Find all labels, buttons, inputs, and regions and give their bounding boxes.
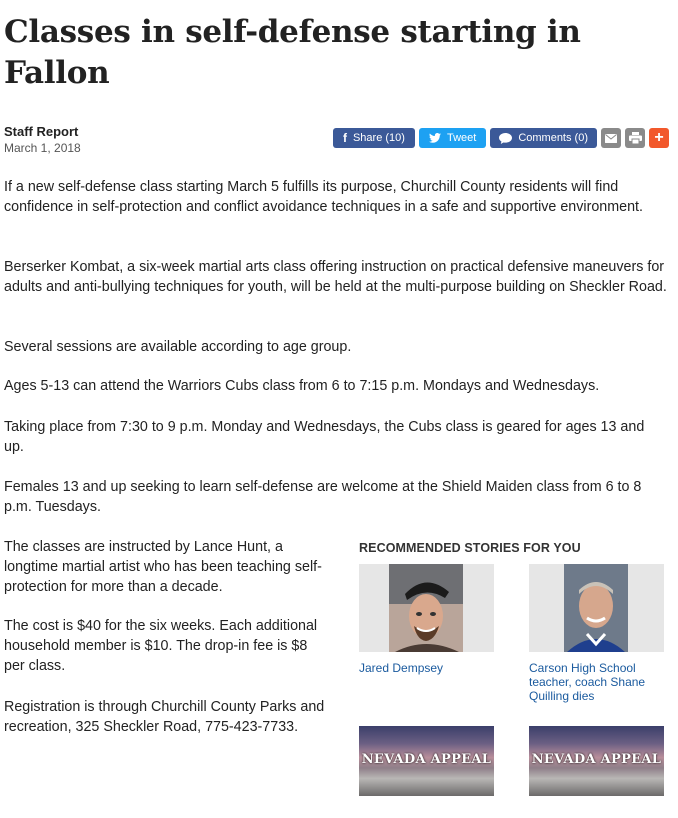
paragraph: Ages 5-13 can attend the Warriors Cubs class from 6 to 7:15 p.m. Mondays and Wednesdays. xyxy=(4,378,600,394)
facebook-icon: f xyxy=(342,131,347,145)
newspaper-logo: NEVADA APPEAL xyxy=(361,752,492,767)
print-button[interactable] xyxy=(625,128,645,148)
tweet-button[interactable] xyxy=(419,128,486,148)
comments-button[interactable] xyxy=(490,128,597,148)
recommended-title: RECOMMENDED STORIES FOR YOU xyxy=(359,541,581,555)
story-card[interactable] xyxy=(359,564,494,675)
story-link[interactable]: Carson High School teacher, coach Shane Quilling dies xyxy=(529,661,646,703)
paragraph: If a new self-defense class starting March 5 fulfills its purpose, Churchill County residents will find confidence in self-protection and conflict avoidance techniques in a safe and supportive environment. xyxy=(4,179,643,215)
story-card[interactable] xyxy=(359,726,494,796)
publish-date: March 1, 2018 xyxy=(4,141,81,155)
story-link[interactable]: Jared Dempsey xyxy=(359,661,444,675)
facebook-share-button[interactable] xyxy=(333,128,415,148)
paragraph: Several sessions are available according to age group. xyxy=(4,339,352,355)
story-thumbnail[interactable] xyxy=(359,564,494,652)
paragraph: The classes are instructed by Lance Hunt, a longtime martial artist who has been teaching self-protection for more than a decade. xyxy=(4,539,322,595)
paragraph: Females 13 and up seeking to learn self-defense are welcome at the Shield Maiden class from 6 to 8 p.m. Tuesdays. xyxy=(4,479,642,515)
facebook-share-label: Share (10) xyxy=(352,132,405,144)
comments-label: Comments (0) xyxy=(518,132,588,144)
tweet-label: Tweet xyxy=(446,132,477,144)
byline xyxy=(4,124,81,156)
print-icon xyxy=(629,132,642,144)
share-bar xyxy=(333,128,669,148)
email-button[interactable] xyxy=(601,128,621,148)
nevada-appeal-logo-thumbnail[interactable] xyxy=(529,726,664,796)
paragraph: Taking place from 7:30 to 9 p.m. Monday and Wednesdays, the Cubs class is geared for ages 13 and up. xyxy=(4,419,645,455)
more-share-button[interactable] xyxy=(649,128,669,148)
story-card[interactable] xyxy=(529,726,664,796)
paragraph: Registration is through Churchill County Parks and recreation, 325 Sheckler Road, 775-423-7733. xyxy=(4,699,325,735)
article-headline: Classes in self-defense starting in Fallon xyxy=(4,14,581,91)
twitter-icon xyxy=(429,133,441,143)
author-name[interactable]: Staff Report xyxy=(4,124,79,139)
email-icon xyxy=(605,134,617,143)
plus-icon: + xyxy=(654,129,664,146)
newspaper-logo: NEVADA APPEAL xyxy=(531,752,662,767)
paragraph: Berserker Kombat, a six-week martial arts class offering instruction on practical defensive maneuvers for adults and anti-bullying techniques for youth, will be held at the multi-purpose building on Sheckler Road. xyxy=(4,259,667,295)
story-card[interactable] xyxy=(529,564,664,703)
comment-icon xyxy=(499,133,512,144)
story-thumbnail[interactable] xyxy=(529,564,664,652)
nevada-appeal-logo-thumbnail[interactable] xyxy=(359,726,494,796)
paragraph: The cost is $40 for the six weeks. Each additional household member is $10. The drop-in fee is $8 per class. xyxy=(4,618,318,674)
